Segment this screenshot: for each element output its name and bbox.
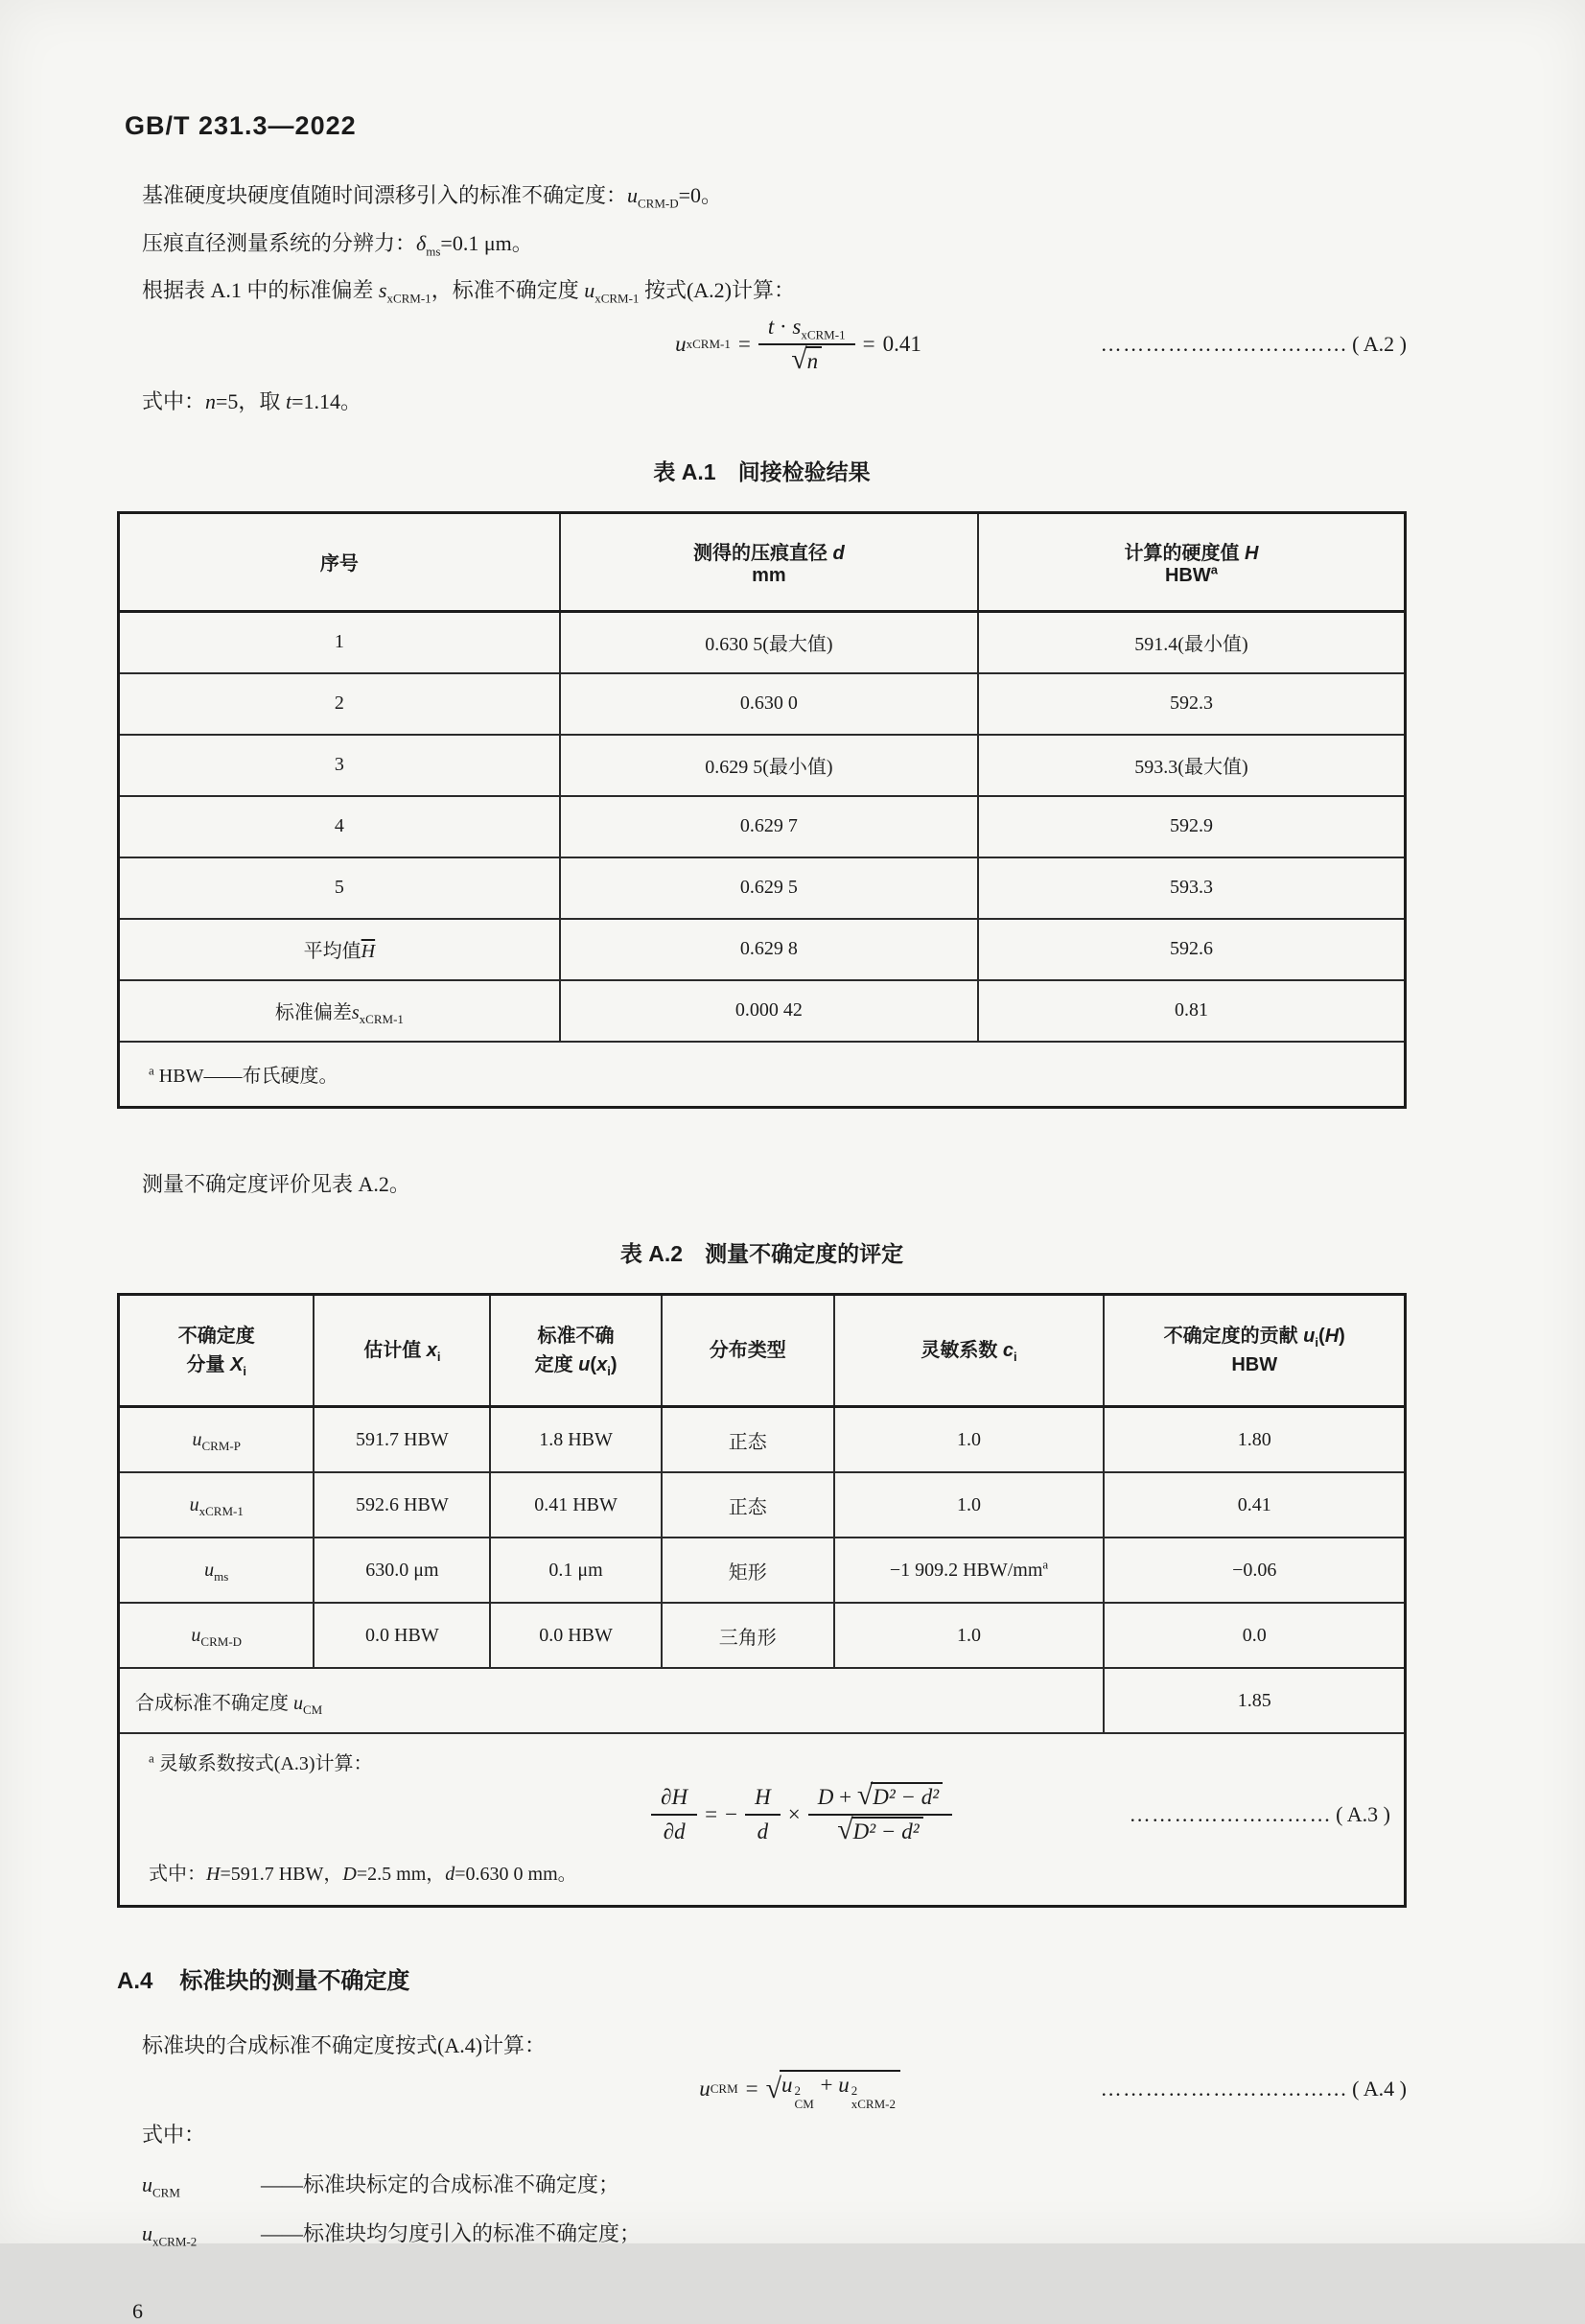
table-row-average xyxy=(119,919,1406,980)
var-D: D xyxy=(342,1864,357,1886)
sup-sub-stack xyxy=(795,2084,814,2110)
fraction xyxy=(758,315,855,374)
var-H-bar: $\overline{H}$ xyxy=(361,941,376,963)
header-line xyxy=(1110,1322,1398,1350)
text-run: 分量 xyxy=(186,1354,231,1376)
header-line xyxy=(985,537,1398,565)
standard-number: GB/T 231.3—2022 xyxy=(125,111,357,140)
subscript: i xyxy=(436,1350,441,1365)
header-serial xyxy=(119,512,560,611)
subscript: i xyxy=(1315,1335,1319,1350)
text-run: 基准硬度块硬度值随时间漂移引入的标准不确定度： xyxy=(142,183,628,207)
cell-sensitivity: 1.0 xyxy=(834,1472,1105,1538)
radical-sign: √ xyxy=(837,1814,853,1846)
var-u: u xyxy=(578,1354,591,1376)
var-u: u xyxy=(781,2073,793,2098)
numerator: H xyxy=(745,1785,781,1816)
equals-sign: = xyxy=(737,332,751,357)
table-a2-title: 表 A.2 测量不确定度的评定 xyxy=(619,1241,904,1267)
header-diameter xyxy=(560,512,978,611)
table-row xyxy=(119,673,1406,735)
equation-number: ( A.4 ) xyxy=(1352,2076,1407,2101)
formula-a3 xyxy=(149,1779,1390,1846)
var-s: s xyxy=(792,315,802,340)
dot-leader: ……………………… xyxy=(1129,1802,1333,1827)
paragraph-drift-uncertainty xyxy=(142,181,1407,210)
footnote-where-line xyxy=(149,1858,1390,1886)
var-d: d xyxy=(445,1864,455,1886)
cell-contribution: 0.41 xyxy=(1104,1472,1405,1538)
footnote-cell xyxy=(119,1733,1406,1907)
cell-estimate: 0.0 HBW xyxy=(314,1603,490,1668)
var-delta: δ xyxy=(416,230,427,255)
cell-combined-label xyxy=(119,1668,1105,1733)
footnote-marker: a xyxy=(149,1750,154,1766)
paragraph-resolution xyxy=(142,229,1407,258)
cell-component xyxy=(119,1407,315,1473)
equation-number: ( A.2 ) xyxy=(1352,332,1407,357)
header-line xyxy=(497,1350,654,1379)
text-run: ，标准不确定度 xyxy=(431,278,585,303)
footnote-marker: a xyxy=(1042,1557,1049,1572)
fraction xyxy=(808,1779,952,1846)
footnote-text: HBW——布氏硬度。 xyxy=(153,1066,338,1088)
equation-a3 xyxy=(643,1779,960,1846)
subscript: i xyxy=(1014,1350,1017,1365)
text-run: =0.1 μm。 xyxy=(440,230,533,255)
definition-dash: —— xyxy=(261,2221,303,2246)
fraction xyxy=(745,1785,781,1844)
definition-term xyxy=(142,2221,261,2249)
cell-sensitivity: 1.0 xyxy=(834,1407,1105,1473)
subscript: xCRM-1 xyxy=(386,291,431,306)
cell-diameter: 0.629 7 xyxy=(560,796,978,857)
times-sign: × xyxy=(787,1802,801,1827)
plus-sign: + xyxy=(833,1785,857,1810)
cell-std-uncertainty: 0.1 μm xyxy=(490,1538,661,1603)
plus-sign: + xyxy=(814,2073,839,2098)
text-run: =0。 xyxy=(678,183,723,207)
header-distribution xyxy=(662,1295,834,1407)
cell-std-uncertainty: 0.0 HBW xyxy=(490,1603,661,1668)
superscript: 2 xyxy=(851,2083,858,2099)
table-row xyxy=(119,1472,1406,1538)
var-u: u xyxy=(142,2221,152,2246)
table-row xyxy=(119,1603,1406,1668)
cell-component xyxy=(119,1603,315,1668)
cell-serial: 5 xyxy=(119,857,560,919)
radicand: D² − d² xyxy=(871,1782,943,1809)
var-n: n xyxy=(205,389,217,414)
header-std-uncertainty xyxy=(490,1295,661,1407)
header-contribution xyxy=(1104,1295,1405,1407)
text-run: 按式(A.2)计算： xyxy=(639,278,795,303)
cell-estimate: 592.6 HBW xyxy=(314,1472,490,1538)
text-run: 标准偏差 xyxy=(274,1002,352,1024)
paren: ( xyxy=(1318,1326,1325,1348)
header-label: 序号 xyxy=(319,553,359,575)
subscript: xCRM-1 xyxy=(359,1012,404,1027)
equation-leader xyxy=(900,2077,1407,2101)
numerator xyxy=(808,1779,952,1816)
radicand xyxy=(780,2070,900,2111)
cell-distribution: 三角形 xyxy=(662,1603,834,1668)
var-u: u xyxy=(192,1428,202,1450)
subscript: xCRM-1 xyxy=(198,1503,244,1518)
equals-sign: = xyxy=(862,332,875,357)
text-run: 合成标准不确定度 xyxy=(135,1692,293,1714)
var-H: H xyxy=(206,1864,221,1886)
paragraph-see-table-a2: 测量不确定度评价见表 A.2。 xyxy=(142,1171,410,1196)
equation-a4: u CRM = √ u 2 CM + u 2 xCRM-2 xyxy=(699,2070,900,2107)
section-title: 标准块的测量不确定度 xyxy=(179,1968,410,1995)
var-u: u xyxy=(627,183,639,207)
subscript: xCRM-2 xyxy=(152,2234,198,2249)
var-s: s xyxy=(351,1002,360,1024)
equals-sign: = xyxy=(705,1802,718,1827)
var-u: u xyxy=(189,1493,199,1515)
paren: ( xyxy=(590,1354,597,1376)
var-n: n xyxy=(805,346,823,373)
cell-contribution: −0.06 xyxy=(1104,1538,1405,1603)
text-run: 根据表 A.1 中的标准偏差 xyxy=(142,278,379,303)
subscript: CRM xyxy=(152,2185,180,2200)
text-run: 式中： xyxy=(142,389,206,414)
section-heading-a4 xyxy=(117,1961,1407,1995)
cell-component xyxy=(119,1472,315,1538)
var-u: u xyxy=(142,2172,152,2197)
subscript: i xyxy=(607,1364,611,1379)
var-x: x xyxy=(596,1354,608,1376)
paragraph-where-a2 xyxy=(142,387,1407,416)
subscript: CM xyxy=(794,2096,814,2111)
cell-diameter: 0.630 5(最大值) xyxy=(560,611,978,673)
var-H: H xyxy=(1324,1326,1340,1348)
text-run: 计算的硬度值 xyxy=(1124,542,1246,564)
cell-sensitivity: 1.0 xyxy=(834,1603,1105,1668)
header-line: 不确定度 xyxy=(177,1326,255,1348)
result-value: 0.41 xyxy=(882,332,921,357)
cell-diameter: 0.629 5(最小值) xyxy=(560,735,978,796)
subscript: ms xyxy=(426,244,441,259)
cell-serial: 1 xyxy=(119,611,560,673)
cell-contribution: 1.80 xyxy=(1104,1407,1405,1473)
text-run: 灵敏系数 xyxy=(921,1340,1003,1362)
definition-text: 标准块标定的合成标准不确定度； xyxy=(303,2172,620,2197)
paragraph-formula-a2-intro xyxy=(142,276,1407,305)
cell-std-uncertainty: 0.41 HBW xyxy=(490,1472,661,1538)
cell-distribution: 正态 xyxy=(662,1407,834,1473)
equation-number: ( A.3 ) xyxy=(1336,1802,1390,1827)
cell-diameter: 0.000 42 xyxy=(560,980,978,1042)
equals-sign: = xyxy=(745,2076,758,2101)
denominator: d xyxy=(757,1819,769,1844)
var-s: s xyxy=(378,278,387,303)
multiplication-dot: · xyxy=(774,315,793,340)
radicand: D² − d² xyxy=(851,1817,923,1843)
subscript: xCRM-1 xyxy=(594,291,640,306)
header-component xyxy=(119,1295,315,1407)
text-run: =591.7 HBW， xyxy=(220,1864,343,1886)
var-u: u xyxy=(1303,1326,1316,1348)
cell-combined-value: 1.85 xyxy=(1104,1668,1405,1733)
definition-uxcrm2 xyxy=(142,2218,1407,2247)
denominator xyxy=(791,345,822,374)
subscript: i xyxy=(243,1364,246,1379)
table-row xyxy=(119,735,1406,796)
formula-a2 xyxy=(117,315,1407,374)
definition-ucrm xyxy=(142,2169,1407,2198)
cell-hardness: 592.9 xyxy=(978,796,1406,857)
cell-diameter: 0.629 5 xyxy=(560,857,978,919)
numerator xyxy=(758,315,855,345)
header-sensitivity xyxy=(834,1295,1105,1407)
subscript: CRM-D xyxy=(200,1633,243,1649)
text-run: 不确定度的贡献 xyxy=(1163,1326,1304,1348)
cell-hardness: 593.3 xyxy=(978,857,1406,919)
cell-average-label xyxy=(119,919,560,980)
subscript: xCRM-1 xyxy=(801,327,846,342)
definition-text: 标准块均匀度引入的标准不确定度； xyxy=(303,2221,641,2246)
subscript: xCRM-2 xyxy=(851,2096,896,2111)
text-run: =2.5 mm， xyxy=(356,1864,446,1886)
table-header-row xyxy=(119,1295,1406,1407)
cell-contribution: 0.0 xyxy=(1104,1603,1405,1668)
footnote-cell xyxy=(119,1042,1406,1108)
cell-estimate: 591.7 HBW xyxy=(314,1407,490,1473)
paren: ) xyxy=(610,1354,618,1376)
equation-leader xyxy=(921,332,1407,357)
var-H: H xyxy=(1245,542,1259,564)
cell-std-uncertainty: 1.8 HBW xyxy=(490,1407,661,1473)
table-row-combined xyxy=(119,1668,1406,1733)
fraction xyxy=(651,1785,697,1844)
footnote-marker: a xyxy=(1210,562,1218,577)
var-u: u xyxy=(675,332,687,357)
table-row xyxy=(119,1538,1406,1603)
text-run: 测得的压痕直径 xyxy=(692,542,833,564)
header-unit: HBW xyxy=(1231,1354,1278,1376)
table-row xyxy=(119,1407,1406,1473)
cell-sensitivity xyxy=(834,1538,1105,1603)
header-estimate xyxy=(314,1295,490,1407)
header-line: 标准不确 xyxy=(537,1326,615,1348)
dot-leader: …………………………… xyxy=(1100,2076,1349,2101)
cell-diameter: 0.629 8 xyxy=(560,919,978,980)
footnote-marker: a xyxy=(149,1063,154,1078)
cell-hardness: 0.81 xyxy=(978,980,1406,1042)
cell-hardness: 591.4(最小值) xyxy=(978,611,1406,673)
header-hardness xyxy=(978,512,1406,611)
cell-distribution: 矩形 xyxy=(662,1538,834,1603)
radical-sign: √ xyxy=(791,343,807,376)
cell-diameter: 0.630 0 xyxy=(560,673,978,735)
equation-leader xyxy=(960,1802,1390,1827)
cell-hardness: 593.3(最大值) xyxy=(978,735,1406,796)
subscript: CRM-P xyxy=(201,1438,241,1453)
text-run: 式中： xyxy=(149,1864,206,1886)
text-run: 估计值 xyxy=(363,1340,427,1362)
radical-sign: √ xyxy=(765,2072,782,2104)
cell-stddev-label xyxy=(119,980,560,1042)
table-a2 xyxy=(117,1293,1407,1908)
header-line xyxy=(126,1350,307,1379)
var-u: u xyxy=(584,278,595,303)
table-header-row xyxy=(119,512,1406,611)
sup-sub-stack xyxy=(851,2084,896,2110)
table-row xyxy=(119,611,1406,673)
section-number: A.4 xyxy=(117,1968,153,1995)
numerator: ∂H xyxy=(651,1785,697,1816)
subscript: CM xyxy=(303,1702,323,1717)
text-run: 压痕直径测量系统的分辨力： xyxy=(142,230,417,255)
subscript: ms xyxy=(214,1568,229,1584)
table-row-stddev xyxy=(119,980,1406,1042)
paren: ) xyxy=(1339,1326,1345,1348)
header-line xyxy=(567,537,971,565)
var-u: u xyxy=(204,1559,215,1581)
cell-hardness: 592.6 xyxy=(978,919,1406,980)
page-number: 6 xyxy=(132,2299,143,2324)
cell-estimate: 630.0 μm xyxy=(314,1538,490,1603)
paragraph-where-a4: 式中： xyxy=(142,2123,206,2148)
definition-dash: —— xyxy=(261,2172,303,2197)
footnote-text: 灵敏系数按式(A.3)计算： xyxy=(153,1753,373,1775)
cell-component xyxy=(119,1538,315,1603)
subscript: CRM-D xyxy=(638,196,679,211)
cell-distribution: 正态 xyxy=(662,1472,834,1538)
text-run: −1 909.2 HBW/mm xyxy=(889,1559,1043,1581)
table-row xyxy=(119,857,1406,919)
table-footnote-row xyxy=(119,1042,1406,1108)
cell-hardness: 592.3 xyxy=(978,673,1406,735)
var-D: D xyxy=(817,1785,834,1810)
superscript: 2 xyxy=(794,2083,802,2099)
var-t: t xyxy=(285,389,292,414)
equation-a2: u xCRM-1 = $\frac{t \cdot s_{xCRM-1}}{√n}$ = 0.41 xyxy=(675,315,921,376)
var-d: d xyxy=(832,542,845,564)
var-u: u xyxy=(699,2076,711,2101)
var-x: x xyxy=(426,1340,437,1362)
text-run: =1.14。 xyxy=(291,389,361,414)
minus-sign: − xyxy=(725,1802,738,1827)
var-t: t xyxy=(767,315,775,340)
table-row xyxy=(119,796,1406,857)
text-run: =5，取 xyxy=(216,389,286,414)
header-label: 分布类型 xyxy=(709,1340,786,1362)
formula-a4 xyxy=(117,2070,1407,2111)
footnote-text-line xyxy=(149,1748,1390,1775)
cell-serial: 4 xyxy=(119,796,560,857)
text-run: 平均值 xyxy=(303,941,361,963)
var-c: c xyxy=(1002,1340,1014,1362)
table-a1 xyxy=(117,511,1407,1109)
table-a1-title: 表 A.1 间接检验结果 xyxy=(653,458,871,484)
radical-sign: √ xyxy=(856,1779,874,1812)
table-footnote-row xyxy=(119,1733,1406,1907)
text-run: =0.630 0 mm。 xyxy=(455,1864,577,1886)
cell-serial: 3 xyxy=(119,735,560,796)
paragraph-formula-a4-intro: 标准块的合成标准不确定度按式(A.4)计算： xyxy=(142,2033,547,2058)
denominator: ∂d xyxy=(663,1819,686,1844)
cell-serial: 2 xyxy=(119,673,560,735)
dot-leader: …………………………… xyxy=(1100,332,1349,357)
var-X: X xyxy=(230,1354,244,1376)
text-run: 定度 xyxy=(534,1354,579,1376)
header-unit: mm xyxy=(752,564,786,586)
denominator xyxy=(837,1816,922,1844)
header-unit xyxy=(985,562,1398,587)
definition-term xyxy=(142,2172,261,2200)
var-u: u xyxy=(191,1624,201,1646)
var-u: u xyxy=(838,2073,850,2098)
var-u: u xyxy=(293,1692,303,1714)
text-run: HBW xyxy=(1164,564,1211,586)
